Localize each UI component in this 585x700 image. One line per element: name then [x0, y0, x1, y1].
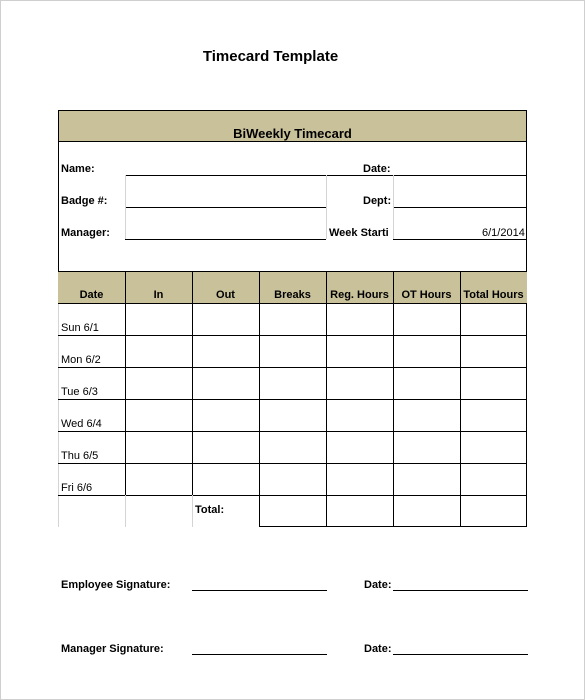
table-row-line: [58, 431, 527, 432]
table-top-border: [58, 271, 527, 272]
table-row-line: [58, 399, 527, 400]
timecard-sheet: [58, 110, 527, 527]
employee-date-label: Date:: [364, 579, 392, 591]
col-out: Out: [216, 289, 235, 301]
grid-line: [393, 175, 394, 239]
table-col-line: [393, 271, 394, 527]
week-start-field[interactable]: [393, 239, 526, 240]
day-label: Wed 6/4: [61, 418, 102, 430]
day-label: Thu 6/5: [61, 450, 99, 462]
col-reg-hours: Reg. Hours: [330, 289, 389, 301]
manager-label: Manager:: [61, 227, 110, 239]
employee-signature-label: Employee Signature:: [61, 579, 171, 591]
table-col-line: [259, 271, 260, 527]
grid-line: [125, 495, 126, 527]
col-breaks: Breaks: [274, 289, 311, 301]
day-label: Sun 6/1: [61, 322, 99, 334]
total-label: Total:: [195, 504, 225, 516]
manager-date-label: Date:: [364, 643, 392, 655]
name-label: Name:: [61, 163, 95, 175]
manager-signature-label: Manager Signature:: [61, 643, 164, 655]
col-total-hours: Total Hours: [463, 289, 524, 301]
grid-line: [326, 175, 327, 239]
dept-field[interactable]: [393, 207, 526, 208]
day-label: Fri 6/6: [61, 482, 93, 494]
manager-field[interactable]: [125, 239, 326, 240]
page-title: Timecard Template: [202, 48, 339, 65]
table-row-line: [58, 463, 527, 464]
col-date: Date: [79, 289, 104, 301]
date-field[interactable]: [393, 175, 526, 176]
badge-field[interactable]: [125, 207, 326, 208]
table-col-line: [125, 271, 126, 495]
manager-signature-field[interactable]: [192, 654, 327, 655]
table-row-line: [58, 335, 527, 336]
day-label: Mon 6/2: [61, 354, 101, 366]
table-col-line: [326, 271, 327, 527]
dept-label: Dept:: [363, 195, 392, 207]
badge-label: Badge #:: [61, 195, 108, 207]
week-start-value: 6/1/2014: [482, 227, 525, 239]
employee-signature-field[interactable]: [192, 590, 327, 591]
col-in: In: [153, 289, 164, 301]
col-ot-hours: OT Hours: [401, 289, 452, 301]
table-col-line: [460, 271, 461, 527]
table-row-line: [58, 367, 527, 368]
employee-date-field[interactable]: [393, 590, 528, 591]
table-row-line: [58, 303, 527, 304]
date-label: Date:: [363, 163, 391, 175]
manager-date-field[interactable]: [393, 654, 528, 655]
timecard-heading: BiWeekly Timecard: [58, 110, 527, 142]
table-row-line: [58, 495, 527, 496]
day-label: Tue 6/3: [61, 386, 98, 398]
table-col-line: [192, 271, 193, 495]
week-start-label: Week Starti: [329, 227, 389, 239]
grid-line: [192, 495, 193, 527]
grid-line: [125, 175, 126, 239]
